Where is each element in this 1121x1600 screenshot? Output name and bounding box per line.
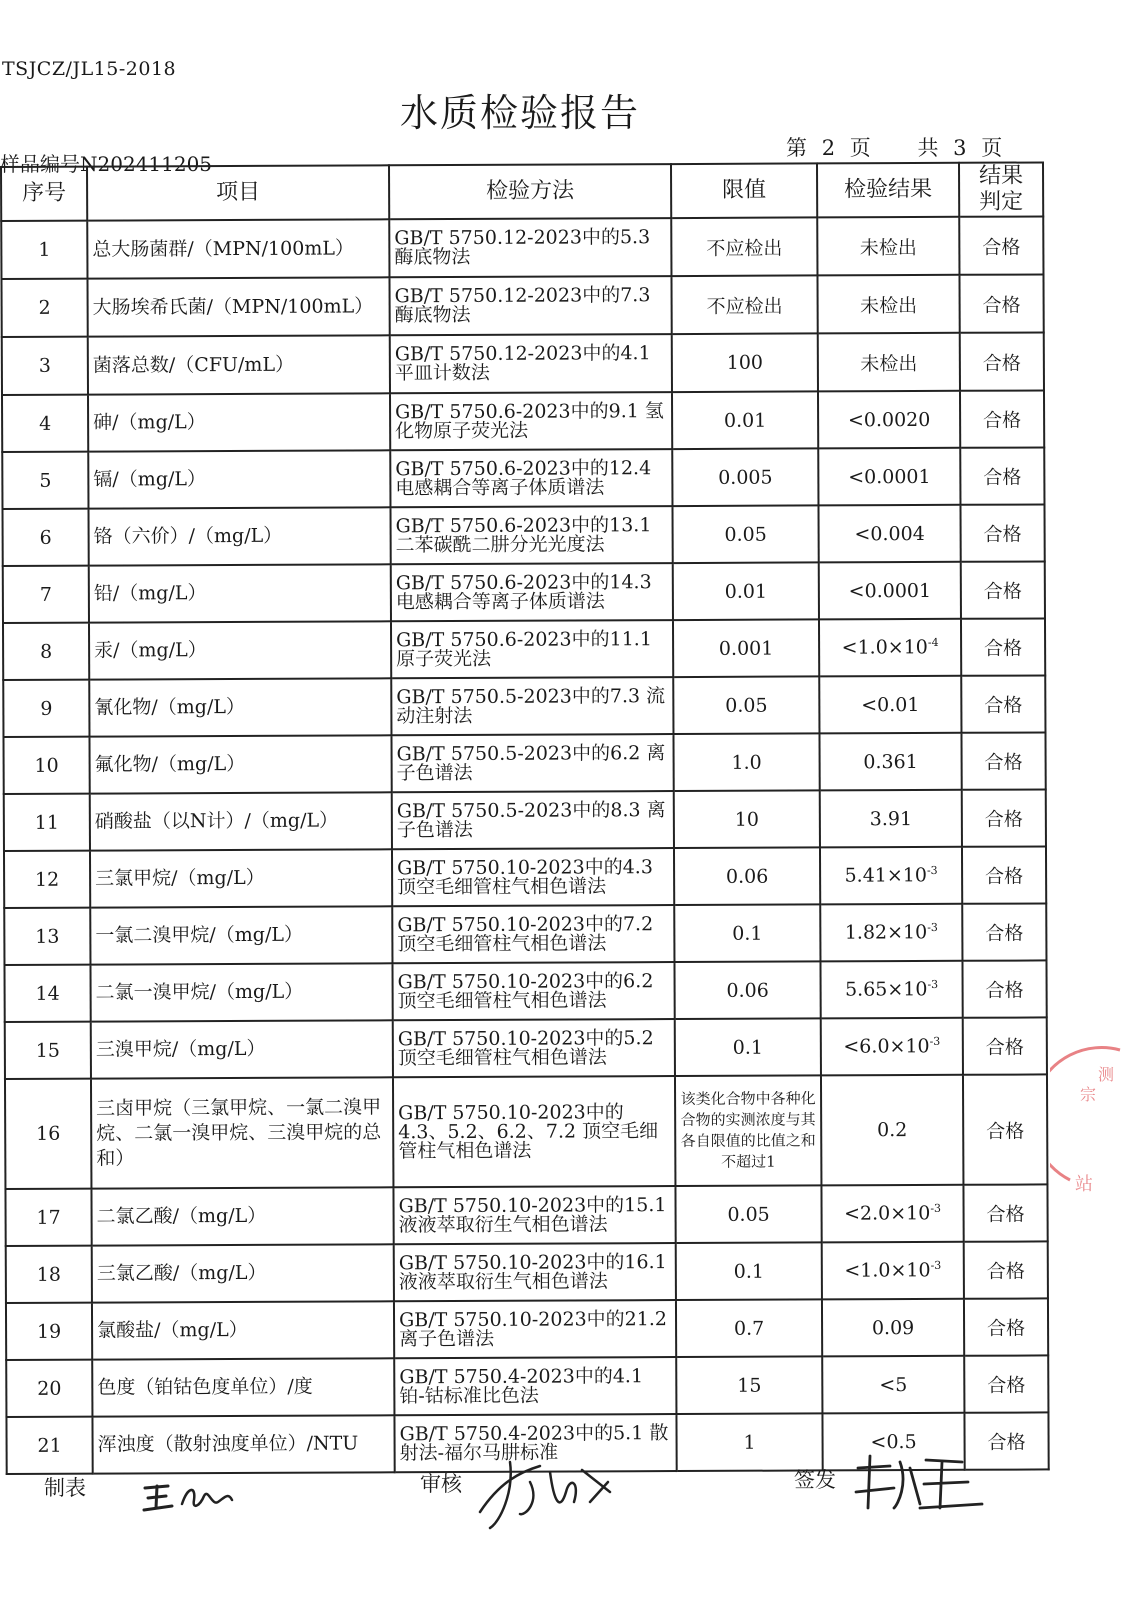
limit-value: 0.05 xyxy=(673,676,819,734)
limit-value: 0.1 xyxy=(675,1018,821,1076)
test-result xyxy=(822,1299,964,1357)
table-row xyxy=(1,274,1043,337)
limit-value: 0.06 xyxy=(674,961,820,1019)
issuer-signature xyxy=(850,1448,990,1518)
result-value: 0.2 xyxy=(877,1119,908,1142)
header-judge: 结果判定 xyxy=(959,162,1043,216)
limit-value: 0.001 xyxy=(673,619,819,677)
limit-value: 0.05 xyxy=(675,1185,821,1243)
header-no: 序号 xyxy=(1,167,87,221)
table-row xyxy=(5,1184,1047,1246)
sample-value: N202411205 xyxy=(80,152,213,176)
table-row xyxy=(6,1298,1048,1360)
test-method: GB/T 5750.4-2023中的5.1 散射法-福尔马肼标准 xyxy=(394,1414,676,1472)
test-result xyxy=(819,733,961,791)
row-number: 20 xyxy=(6,1360,92,1417)
page-current: 2 xyxy=(821,136,836,160)
limit-value: 0.1 xyxy=(674,904,820,962)
table-row xyxy=(2,504,1044,566)
test-item: 铬（六价）/（mg/L） xyxy=(88,507,390,565)
svg-text:站: 站 xyxy=(1075,1174,1093,1195)
document-code: TSJCZ/JL15-2018 xyxy=(2,58,177,80)
test-result xyxy=(819,676,961,734)
reviewer-signature xyxy=(470,1452,620,1532)
result-value: 未检出 xyxy=(860,352,918,375)
limit-value: 1 xyxy=(676,1413,822,1471)
row-number: 1 xyxy=(1,221,87,279)
test-item: 大肠埃希氏菌/（MPN/100mL） xyxy=(87,277,389,336)
limit-value: 0.005 xyxy=(672,448,818,506)
row-number: 16 xyxy=(5,1079,91,1189)
prepared-by-label: 制表 xyxy=(44,1476,86,1500)
row-number: 7 xyxy=(3,566,89,623)
test-method: GB/T 5750.10-2023中的4.3 顶空毛细管柱气相色谱法 xyxy=(392,848,674,906)
limit-value: 1.0 xyxy=(673,733,819,791)
result-value: <1.0×10 xyxy=(841,636,928,659)
limit-value: 0.05 xyxy=(672,505,818,563)
row-number: 2 xyxy=(1,279,87,337)
table-row xyxy=(5,1017,1047,1079)
test-item: 汞/（mg/L） xyxy=(89,621,391,679)
header-limit: 限值 xyxy=(671,163,817,218)
table-header-row xyxy=(1,162,1043,221)
result-value: <6.0×10 xyxy=(843,1035,930,1058)
limit-value: 0.06 xyxy=(674,847,820,905)
test-method: GB/T 5750.5-2023中的6.2 离子色谱法 xyxy=(391,734,673,792)
limit-value: 15 xyxy=(676,1356,822,1414)
sample-label: 样品编号 xyxy=(0,152,80,176)
page-label-1: 第 xyxy=(786,136,807,160)
result-value: <0.0020 xyxy=(847,408,931,431)
result-exponent: -3 xyxy=(930,1259,942,1273)
judgement: 合格 xyxy=(962,960,1046,1017)
test-item: 菌落总数/（CFU/mL） xyxy=(88,335,390,394)
table-row xyxy=(2,390,1044,452)
limit-value: 不应检出 xyxy=(671,275,817,334)
judgement: 合格 xyxy=(961,732,1045,789)
test-item: 硝酸盐（以N计）/（mg/L） xyxy=(90,792,392,850)
table-body xyxy=(1,216,1048,1474)
judgement: 合格 xyxy=(961,675,1045,732)
test-result xyxy=(818,505,960,563)
test-method: GB/T 5750.10-2023中的7.2 顶空毛细管柱气相色谱法 xyxy=(392,905,674,963)
table-row xyxy=(3,675,1045,737)
row-number: 11 xyxy=(4,794,90,851)
table-row xyxy=(1,216,1043,279)
test-method: GB/T 5750.10-2023中的4.3、5.2、6.2、7.2 顶空毛细管柱气相色谱法 xyxy=(393,1076,675,1187)
row-number: 10 xyxy=(3,737,89,794)
judgement: 合格 xyxy=(961,561,1045,618)
table-row xyxy=(3,732,1045,794)
judgement: 合格 xyxy=(962,846,1046,903)
svg-text:宗: 宗 xyxy=(1080,1085,1097,1104)
test-method: GB/T 5750.6-2023中的12.4 电感耦合等离子体质谱法 xyxy=(390,449,672,507)
table-row xyxy=(4,846,1046,908)
test-method: GB/T 5750.6-2023中的13.1 二苯碳酰二肼分光光度法 xyxy=(390,506,672,564)
svg-text:测: 测 xyxy=(1098,1065,1115,1084)
result-value: <1.0×10 xyxy=(844,1259,931,1282)
test-item: 一氯二溴甲烷/（mg/L） xyxy=(90,906,392,964)
judgement: 合格 xyxy=(963,1017,1047,1074)
test-result xyxy=(818,391,960,449)
test-item: 氰化物/（mg/L） xyxy=(89,678,391,736)
table-row xyxy=(4,903,1046,965)
test-method: GB/T 5750.6-2023中的9.1 氢化物原子荧光法 xyxy=(390,392,672,450)
judgement: 合格 xyxy=(963,1184,1047,1241)
table-row xyxy=(6,1355,1048,1417)
result-value: 未检出 xyxy=(859,236,917,259)
result-exponent: -3 xyxy=(927,978,939,992)
test-method: GB/T 5750.10-2023中的15.1 液液萃取衍生气相色谱法 xyxy=(393,1186,675,1244)
limit-value: 0.7 xyxy=(676,1299,822,1357)
test-result xyxy=(820,847,962,905)
test-item: 三溴甲烷/（mg/L） xyxy=(91,1020,393,1078)
test-item: 色度（铂钴色度单位）/度 xyxy=(92,1358,394,1416)
test-result xyxy=(820,790,962,848)
limit-value: 10 xyxy=(674,790,820,848)
limit-value: 不应检出 xyxy=(671,217,817,276)
table-row xyxy=(5,1074,1047,1189)
test-result xyxy=(821,1018,963,1076)
limit-value: 0.01 xyxy=(672,391,818,449)
page-total: 3 xyxy=(953,136,967,160)
test-result xyxy=(819,619,961,677)
result-value: <0.0001 xyxy=(848,579,932,602)
result-value: <5 xyxy=(879,1373,908,1396)
test-method: GB/T 5750.10-2023中的5.2 顶空毛细管柱气相色谱法 xyxy=(393,1019,675,1077)
result-value: 5.41×10 xyxy=(844,864,927,887)
test-item: 镉/（mg/L） xyxy=(88,450,390,508)
result-value: 未检出 xyxy=(860,294,918,317)
test-method: GB/T 5750.6-2023中的14.3 电感耦合等离子体质谱法 xyxy=(391,563,673,621)
test-result xyxy=(820,961,962,1019)
test-item: 氟化物/（mg/L） xyxy=(89,735,391,793)
test-method: GB/T 5750.12-2023中的5.3 酶底物法 xyxy=(389,218,671,277)
test-method: GB/T 5750.10-2023中的6.2 顶空毛细管柱气相色谱法 xyxy=(392,962,674,1020)
test-method: GB/T 5750.4-2023中的4.1 铂-钴标准比色法 xyxy=(394,1357,676,1415)
limit-value: 该类化合物中各种化合物的实测浓度与其各自限值的比值之和不超过1 xyxy=(675,1075,821,1186)
test-method: GB/T 5750.12-2023中的7.3 酶底物法 xyxy=(389,276,671,335)
row-number: 14 xyxy=(4,965,90,1022)
table-row xyxy=(4,960,1046,1022)
judgement: 合格 xyxy=(964,1412,1048,1469)
test-item: 氯酸盐/（mg/L） xyxy=(92,1301,394,1359)
test-result xyxy=(818,333,960,392)
test-item: 二氯乙酸/（mg/L） xyxy=(91,1187,393,1245)
header-result: 检验结果 xyxy=(817,163,959,218)
test-item: 砷/（mg/L） xyxy=(88,393,390,451)
results-table xyxy=(0,161,1050,1475)
page-label-2: 页 xyxy=(849,136,871,160)
test-item: 三卤甲烷（三氯甲烷、一氯二溴甲烷、二氯一溴甲烷、三溴甲烷的总和） xyxy=(91,1077,393,1188)
test-method: GB/T 5750.12-2023中的4.1 平皿计数法 xyxy=(390,334,672,393)
red-seal-stamp xyxy=(1050,1040,1121,1200)
result-value: 0.09 xyxy=(871,1316,915,1339)
result-value: 3.91 xyxy=(869,807,913,830)
result-value: <2.0×10 xyxy=(844,1202,931,1225)
row-number: 15 xyxy=(5,1022,91,1079)
result-value: 1.82×10 xyxy=(844,921,928,944)
row-number: 12 xyxy=(4,851,90,908)
judgement: 合格 xyxy=(964,1298,1048,1355)
row-number: 6 xyxy=(2,509,88,566)
test-result xyxy=(821,1075,963,1186)
test-method: GB/T 5750.6-2023中的11.1 原子荧光法 xyxy=(391,620,673,678)
header-item: 项目 xyxy=(87,165,389,220)
result-value: <0.004 xyxy=(854,522,925,545)
test-result xyxy=(817,275,959,334)
test-method: GB/T 5750.5-2023中的8.3 离子色谱法 xyxy=(392,791,674,849)
result-value: 0.361 xyxy=(863,750,918,773)
page-indicator xyxy=(786,132,1010,162)
result-exponent: -3 xyxy=(930,1202,942,1216)
judgement: 合格 xyxy=(961,618,1045,675)
test-result xyxy=(822,1242,964,1300)
test-result xyxy=(820,904,962,962)
test-item: 三氯甲烷/（mg/L） xyxy=(90,849,392,907)
judgement: 合格 xyxy=(962,903,1046,960)
test-item: 二氯一溴甲烷/（mg/L） xyxy=(90,963,392,1021)
row-number: 5 xyxy=(2,452,88,509)
limit-value: 100 xyxy=(672,333,818,392)
report-title: 水质检验报告 xyxy=(399,91,640,135)
page-label-3: 共 xyxy=(917,136,939,160)
test-result xyxy=(817,217,959,276)
limit-value: 0.1 xyxy=(676,1242,822,1300)
table-row xyxy=(3,561,1045,623)
test-item: 总大肠菌群/（MPN/100mL） xyxy=(87,219,389,278)
row-number: 3 xyxy=(2,337,88,395)
table-row xyxy=(4,789,1046,851)
judgement: 合格 xyxy=(962,789,1046,846)
test-item: 铅/（mg/L） xyxy=(89,564,391,622)
row-number: 8 xyxy=(3,623,89,680)
judgement: 合格 xyxy=(960,504,1044,561)
table-row xyxy=(2,447,1044,509)
test-result xyxy=(822,1356,964,1414)
test-method: GB/T 5750.10-2023中的21.2 离子色谱法 xyxy=(394,1300,676,1358)
row-number: 17 xyxy=(5,1189,91,1246)
test-method: GB/T 5750.5-2023中的7.3 流动注射法 xyxy=(391,677,673,735)
judgement: 合格 xyxy=(963,1074,1047,1184)
judgement: 合格 xyxy=(959,216,1043,274)
result-value: <0.01 xyxy=(861,693,920,716)
table-row xyxy=(3,618,1045,680)
result-exponent: -3 xyxy=(927,921,938,935)
header-method: 检验方法 xyxy=(389,164,671,219)
result-exponent: -4 xyxy=(927,636,939,650)
judgement: 合格 xyxy=(960,390,1044,447)
judgement: 合格 xyxy=(960,447,1044,504)
test-result xyxy=(821,1185,963,1243)
limit-value: 0.01 xyxy=(673,562,819,620)
table-row xyxy=(2,332,1044,395)
test-result xyxy=(818,448,960,506)
result-value: <0.5 xyxy=(870,1430,917,1453)
issued-by-label: 签发 xyxy=(794,1468,836,1492)
row-number: 18 xyxy=(6,1246,92,1303)
row-number: 9 xyxy=(3,680,89,737)
judgement: 合格 xyxy=(964,1355,1048,1412)
page-label-4: 页 xyxy=(981,136,1003,160)
reviewed-by-label: 审核 xyxy=(420,1472,462,1496)
test-result xyxy=(819,562,961,620)
table-row xyxy=(6,1241,1048,1303)
judgement: 合格 xyxy=(959,274,1043,332)
test-item: 三氯乙酸/（mg/L） xyxy=(92,1244,394,1302)
test-method: GB/T 5750.10-2023中的16.1 液液萃取衍生气相色谱法 xyxy=(394,1243,676,1301)
row-number: 19 xyxy=(6,1303,92,1360)
row-number: 13 xyxy=(4,908,90,965)
row-number: 21 xyxy=(6,1417,92,1474)
row-number: 4 xyxy=(2,395,88,452)
result-exponent: -3 xyxy=(929,1035,941,1049)
test-item: 浑浊度（散射浊度单位）/NTU xyxy=(92,1415,394,1473)
judgement: 合格 xyxy=(960,332,1044,390)
result-value: <0.0001 xyxy=(848,465,931,488)
preparer-signature xyxy=(140,1476,240,1516)
result-value: 5.65×10 xyxy=(844,978,928,1001)
result-exponent: -3 xyxy=(926,864,938,878)
judgement: 合格 xyxy=(964,1241,1048,1298)
